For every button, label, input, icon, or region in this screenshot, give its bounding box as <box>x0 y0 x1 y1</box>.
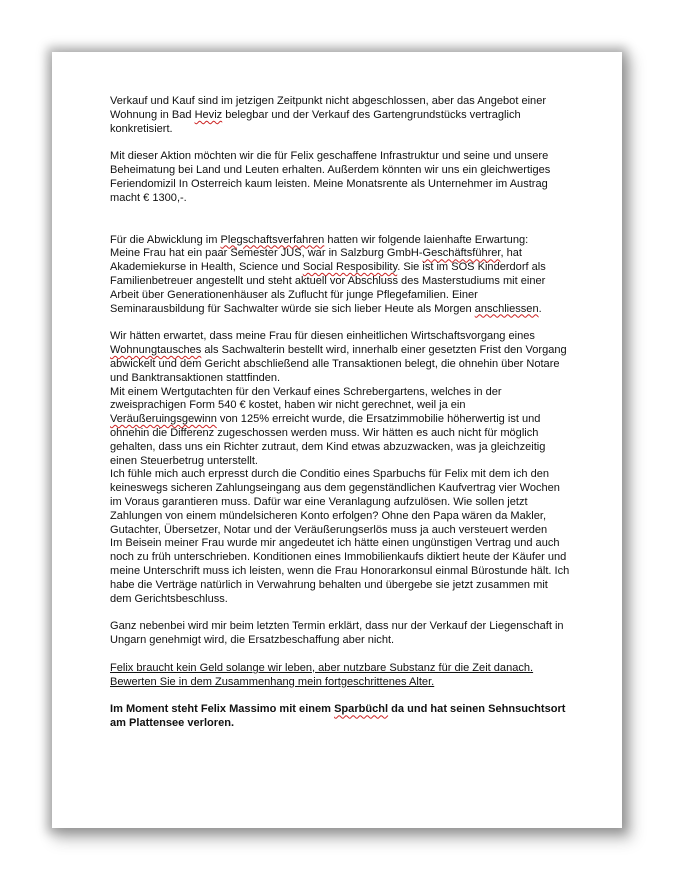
spellcheck-word: Sparbüchl <box>334 703 389 716</box>
text: Für die Abwicklung im <box>110 233 221 246</box>
spellcheck-word: Geschäftsführer <box>422 247 501 260</box>
spellcheck-word: Wohnungtausches <box>110 344 202 357</box>
paragraph-felix-underlined: Felix braucht kein Geld solange wir leben, aber nutzbare Substanz für die Zeit danach. Bewerten Sie in dem Zusammenhang mein fortgeschrittenes Alter. <box>110 661 534 688</box>
text: , hat Akademiekurse in Health, Science und <box>110 247 522 274</box>
spellcheck-word: Heviz <box>194 108 223 121</box>
text: von 125% erreicht wurde, die Ersatzimmobilie höherwertig ist und ohnehin die Differenz zugeschossen werden muss. Wir hätten es auch nicht für möglich gehalten, dass uns ein Richter zutraut, dem Kind etwas abzuzwacken, was ja gleichzeitig einen Steuerbetrug unterstellt. <box>110 413 546 467</box>
paragraph-complaints <box>110 330 572 606</box>
paragraph-closing-bold <box>110 703 572 731</box>
document-body <box>110 95 572 731</box>
spellcheck-word: Plegschaftsverfahren <box>220 233 325 246</box>
text: Mit einem Wertgutachten für den Verkauf eines Schrebergartens, welches in der zweisprachigen Form 540 € kostet, haben wir nicht gerechnet, weil ja ein <box>110 385 502 412</box>
text: da und hat seinen Sehnsuchtsort am Plattensee verloren. <box>110 703 566 730</box>
paragraph-offer <box>110 95 572 136</box>
text: Im Beisein meiner Frau wurde mir angedeutet ich hätte einen ungünstigen Vertrag und auch noch zu früh unterschrieben. Konditionen eines Immobilienkaufs diktiert heute der Käufer und meine Unterschrift muss ich leisten, wenn die Frau Honorarkonsul einmal Bürostunde hält. Ich habe die Verträge natürlich in Verwahrung behalten und übergebe sie jetzt zusammen mit dem Gerichtsbeschluss. <box>110 537 570 605</box>
paragraph-approval: Ganz nebenbei wird mir beim letzten Termin erklärt, dass nur der Verkauf der Liegenschaft in Ungarn genehmigt wird, die Ersatzbeschaffung aber nicht. <box>110 620 564 647</box>
text: . <box>538 302 542 315</box>
text: als Sachwalterin bestellt wird, innerhalb einer gesetzten Frist den Vorgang abwickelt und dem Gericht abschließend alle Transaktionen belegt, die ohnehin über Notare und Banktransaktionen stattfinden. <box>110 344 567 384</box>
text: . Sie ist im SOS Kinderdorf als Familienbetreuer angestellt und steht aktuell vor Abschluss des Masterstudiums mit einer Arbeit über Generationenhäuser als Zuflucht für junge Pflegefamilien. Einer Seminarausbildung für Sachwalter würde sie sich lieber Heute als Morgen <box>110 261 546 315</box>
text: Ich fühle mich auch erpresst durch die Conditio eines Sparbuchs für Felix mit dem ich den keineswegs sicheren Zahlungseingang aus dem gegenständlichen Kaufvertrag vier Wochen im Voraus garantieren muss. Dafür war eine Veranlagung aufzulösen. Wie sollen jetzt Zahlungen von einem mündelsicheren Konto erfolgen? Ohne den Papa wären da Makler, Gutachter, Übersetzer, Notar und der Veräußerungserlös muss ja auch versteuert werden <box>110 468 560 536</box>
document-page <box>52 52 622 828</box>
paragraph-infrastructure: Mit dieser Aktion möchten wir die für Felix geschaffene Infrastruktur und seine und unsere Beheimatung bei Land und Leuten erhalten. Außerdem könnten wir uns ein gleichwertiges Feriendomizil In Osterreich kaum leisten. Meine Monatsrente als Unternehmer im Austrag macht € 1300,-. <box>110 150 551 204</box>
spellcheck-word: Veräußeruingsgewinn <box>110 413 217 426</box>
text: Verkauf und Kauf sind im jetzigen Zeitpunkt nicht abgeschlossen, aber das Angebot einer Wohnung in Bad <box>110 95 547 121</box>
spellcheck-word: anschliessen <box>474 302 539 315</box>
text: hatten wir folgende laienhafte Erwartung: <box>324 233 529 246</box>
text: belegbar und der Verkauf des Gartengrundstücks vertraglich konkretisiert. <box>110 108 521 135</box>
text: Im Moment steht Felix Massimo mit einem <box>110 703 335 716</box>
text: Wir hätten erwartet, dass meine Frau für diesen einheitlichen Wirtschaftsvorgang eines <box>110 330 535 343</box>
spellcheck-word: Social Resposibility <box>302 261 398 274</box>
paragraph-expectation <box>110 234 572 317</box>
text: Meine Frau hat ein paar Semester JUS, war in Salzburg GmbH- <box>110 247 423 260</box>
